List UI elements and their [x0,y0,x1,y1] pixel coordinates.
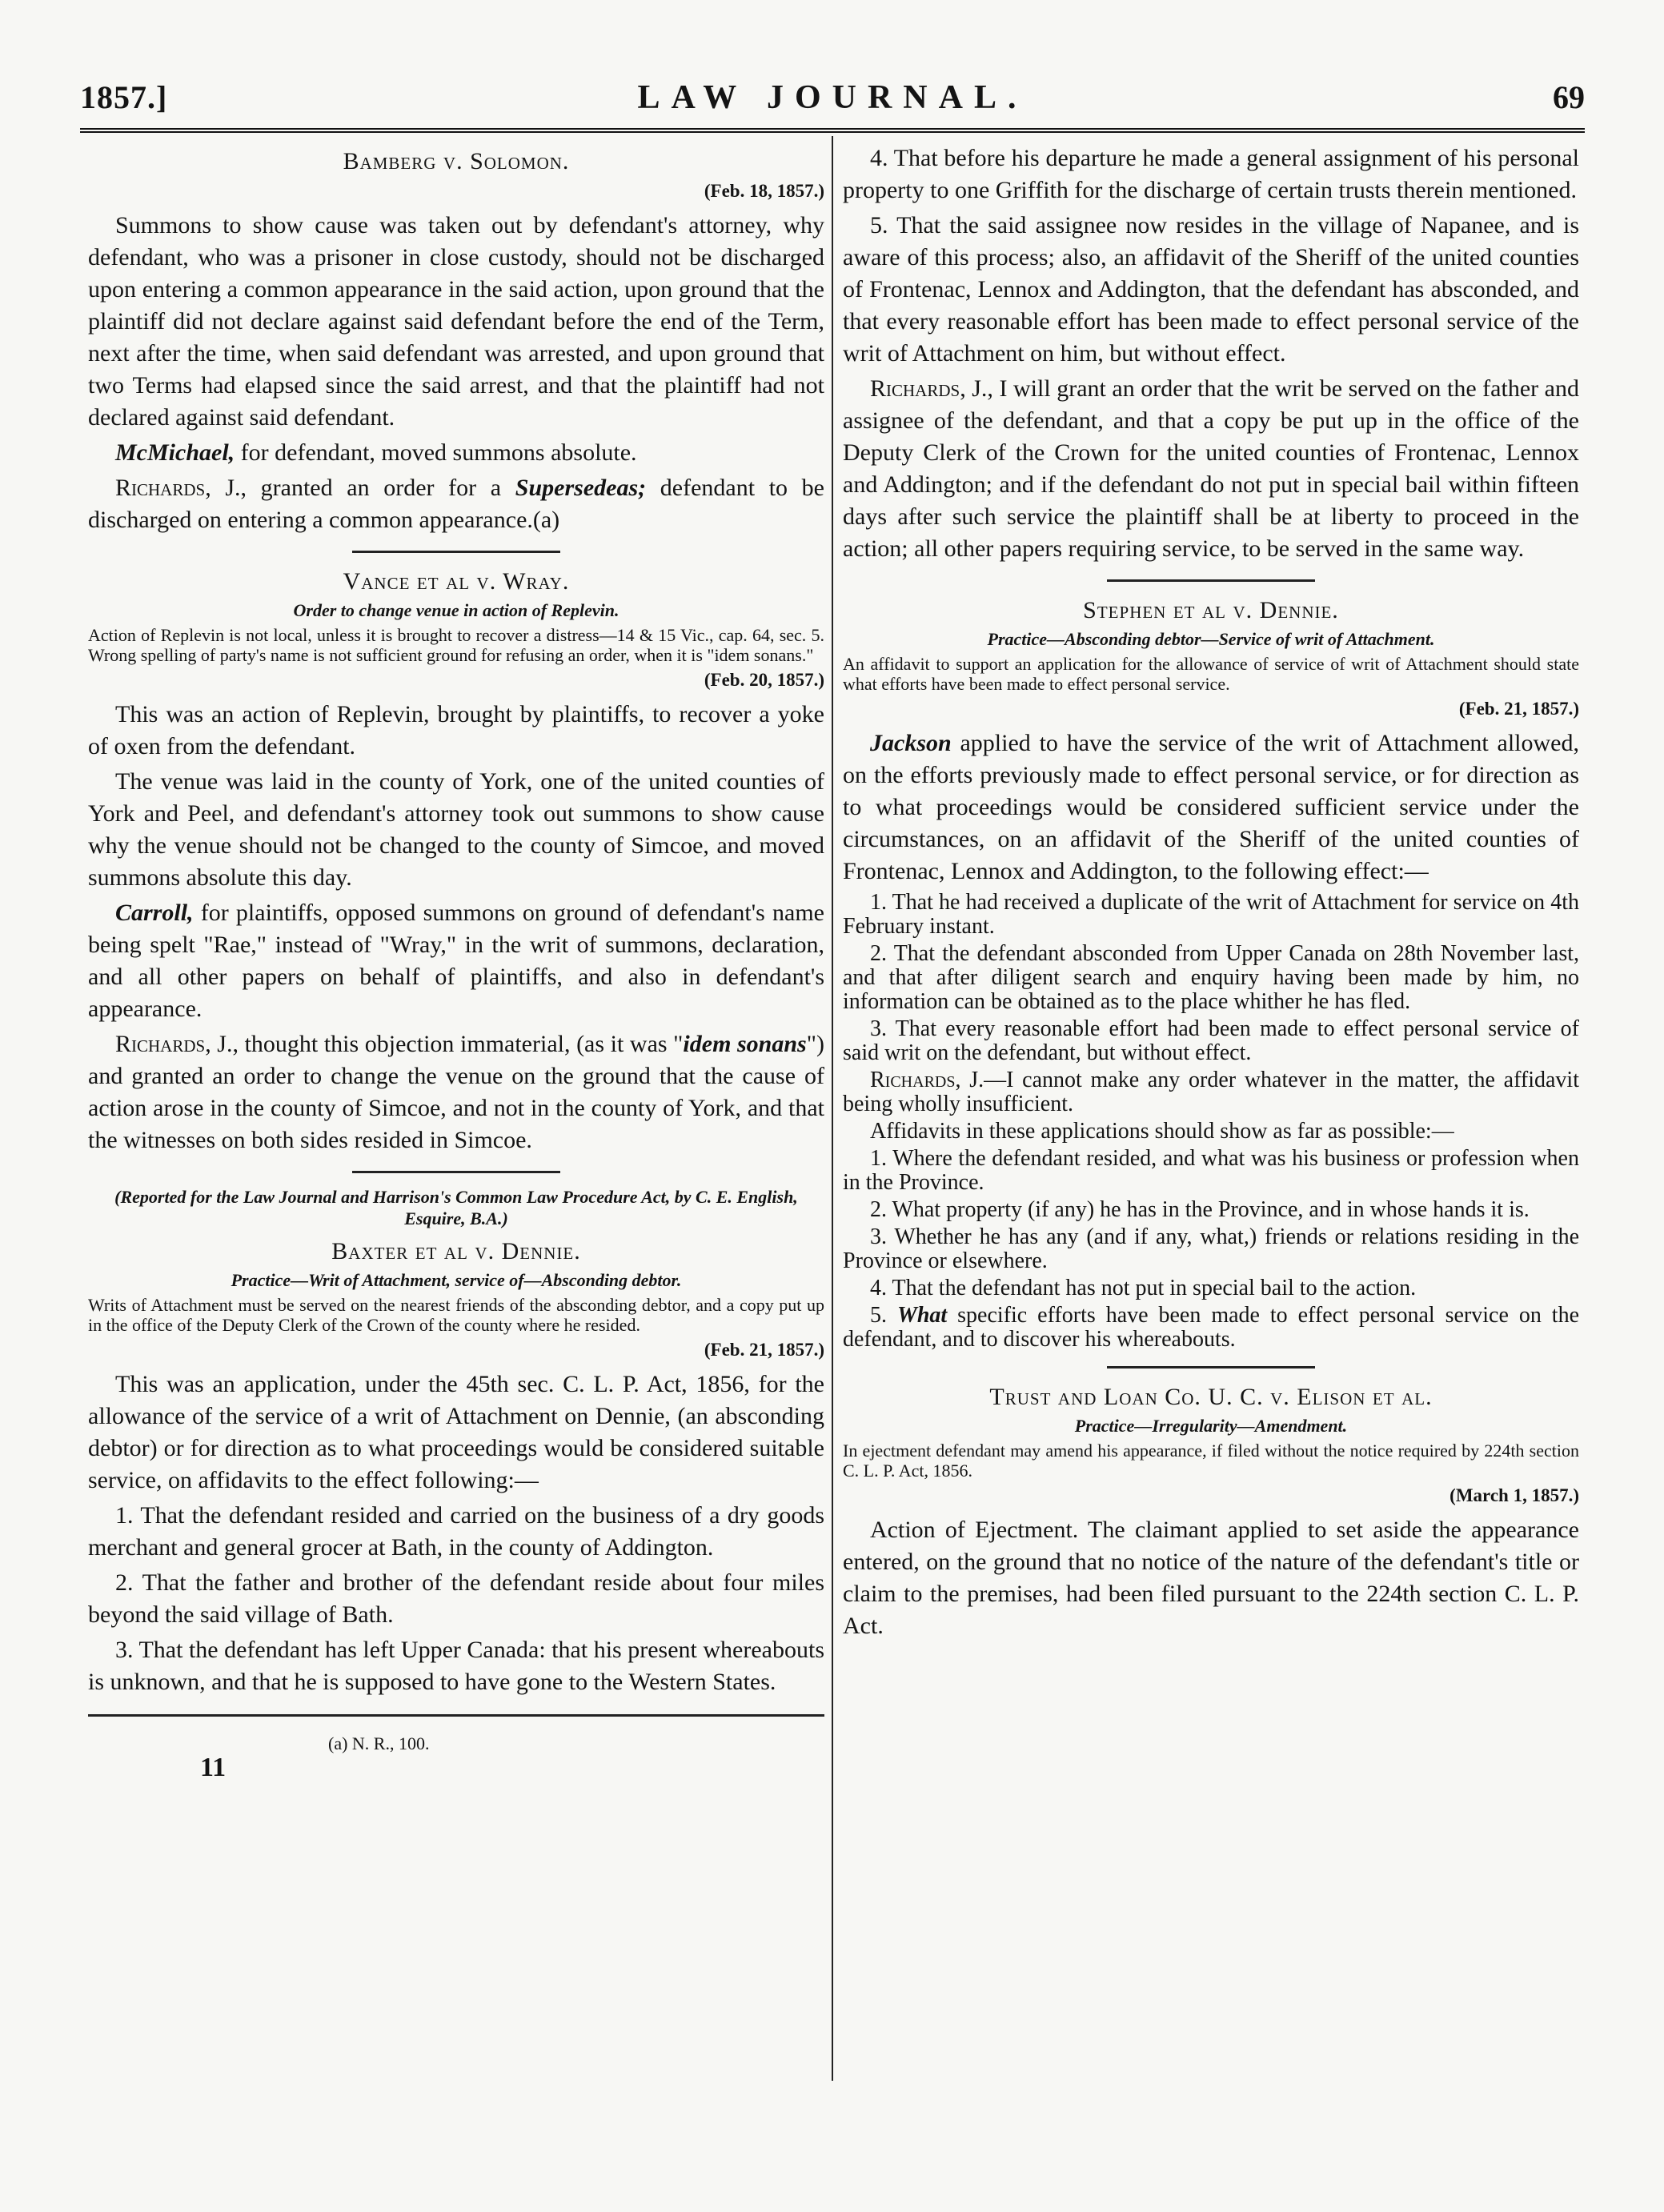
headnote: Action of Replevin is not local, unless it is brought to recover a distress—14 & 15 Vic., cap. 64, sec. 5. Wrong spelling of party's name is not sufficient ground for refusing an order, when it is "idem sonans." [88,625,824,665]
item-number: 5. [870,1303,897,1328]
italic-term: Supersedeas; [515,475,647,501]
case-date: (March 1, 1857.) [1449,1485,1579,1505]
judge-name: Richards, J., [115,475,247,501]
case-title-stephen: Stephen et al v. Dennie. [1083,597,1339,623]
paragraph: Summons to show cause was taken out by defendant's attorney, why defendant, who was a prisoner in close custody, should not be discharged upon entering a common appearance in the said action, upon ground that the plaintiff did not declare against said defendant before the end of the Term, next after the time, when said defendant was arrested, and upon ground that two Terms had elapsed since the said arrest, and that the plaintiff had not declared against said defendant. [88,212,824,431]
reporter-credit: (Reported for the Law Journal and Harrison's Common Law Procedure Act, by C. E. English, Esquire, B.A.) [114,1187,798,1228]
paragraph [843,1068,1579,1116]
page-number: 69 [1553,79,1585,115]
paragraph [843,727,1579,888]
case-date: (Feb. 21, 1857.) [704,1340,824,1360]
signature-mark: 11 [200,1753,227,1782]
text: applied to have the service of the writ of Attachment allowed, on the efforts previously made to effect personal service, or for direction as to what proceedings would be considered sufficient service under the circumstances, on an affidavit of the Sheriff of the united counties of Frontenac, Lennox and Addington, to the following effect:— [843,730,1579,884]
case-title-bamberg: Bamberg v. Solomon. [343,148,570,174]
case-title-vance: Vance et al v. Wray. [343,568,570,595]
numbered-item: 2. What property (if any) he has in the Province, and in whose hands it is. [870,1197,1530,1222]
paragraph: This was an application, under the 45th sec. C. L. P. Act, 1856, for the allowance of the service of a writ of Attachment on Dennie, (an absconding debtor) or for direction as to what proceedings would be considered suitable service, on affidavits to the effect following:— [88,1371,824,1493]
section-rule [352,1171,560,1173]
case-date: (Feb. 18, 1857.) [704,181,824,201]
headnote-title: Order to change venue in action of Replevin. [293,600,619,620]
paragraph: The venue was laid in the county of York, one of the united counties of York and Peel, and defendant's attorney took out summons to show cause why the venue should not be changed to the county of Simcoe, and moved summons absolute this day. [88,768,824,891]
numbered-item: 4. That the defendant has not put in special bail to the action. [870,1276,1417,1300]
left-column [88,142,824,1782]
numbered-item: 3. That the defendant has left Upper Canada: that his present whereabouts is unknown, and that he is supposed to have gone to the Western States. [88,1637,824,1695]
numbered-item: 5. That the said assignee now resides in the village of Napanee, and is aware of this process; also, an affidavit of the Sheriff of the united counties of Frontenac, Lennox and Addington, that the defendant has absconded, and that every reasonable effort has been made to effect personal service of the writ of Attachment on him, but without effect. [843,212,1579,367]
footnote [88,1723,824,1782]
numbered-item: 3. That every reasonable effort had been made to effect personal service of said writ on the defendant, but without effect. [843,1016,1579,1065]
case-title-trust-loan: Trust and Loan Co. U. C. v. Elison et al. [989,1384,1433,1410]
case-date: (Feb. 20, 1857.) [704,670,824,690]
header-double-rule [80,128,1585,135]
paragraph [88,897,824,1025]
italic-term: What [896,1303,948,1328]
text: thought this objection immaterial, (as it was " [238,1031,684,1057]
text: for plaintiffs, opposed summons on ground of defendant's name being spelt "Rae," instead of "Wray," in the writ of summons, declaration, and all other papers on behalf of plaintiffs, and also in defendant's appearance. [88,900,824,1022]
numbered-item: 2. That the defendant absconded from Upper Canada on 28th November last, and that after diligent search and enquiry having been made by him, no information can be obtained as to the place whither he has fled. [843,941,1579,1014]
footnote-text: (a) N. R., 100. [328,1733,430,1753]
text: I will grant an order that the writ be served on the father and assignee of the defendant, and that a copy be put up in the office of the Deputy Clerk of the Crown for the united counties of Frontenac, Lennox and Addington; and if the defendant do not put in special bail within fifteen days after such service the plaintiff shall be at liberty to proceed in the action; all other papers requiring service, to be served in the same way. [843,375,1579,562]
paragraph: Action of Ejectment. The claimant applied to set aside the appearance entered, on the ground that no notice of the nature of the defendant's title or claim to the premises, had been filed pursuant to the 224th section C. L. P. Act. [843,1517,1579,1639]
judge-name: Richards, J., [115,1031,239,1057]
paragraph [88,437,824,469]
numbered-item: 1. That he had received a duplicate of the writ of Attachment for service on 4th February instant. [843,890,1579,939]
headnote: Writs of Attachment must be served on the nearest friends of the absconding debtor, and a copy put up in the office of the Deputy Clerk of the Crown of the county where he resided. [88,1295,824,1335]
paragraph [843,373,1579,565]
numbered-item: 1. Where the defendant resided, and what was his business or profession when in the Province. [843,1146,1579,1195]
footnote-rule [88,1714,824,1717]
judge-name: Richards, J. [870,1068,984,1092]
numbered-item: 1. That the defendant resided and carried on the business of a dry goods merchant and general grocer at Bath, in the county of Addington. [88,1502,824,1561]
headnote-title: Practice—Irregularity—Amendment. [1074,1416,1348,1436]
text: granted an order for a [247,475,515,501]
numbered-item [843,1304,1579,1352]
section-rule [1107,1366,1315,1368]
text: ") and granted an order to change the venue on the ground that the cause of action arose in the county of Simcoe, and not in the county of York, and that the witnesses on both sides resided in Simcoe. [88,1031,824,1153]
paragraph: This was an action of Replevin, brought by plaintiffs, to recover a yoke of oxen from the defendant. [88,701,824,759]
text: for defendant, moved summons absolute. [235,439,637,466]
headnote: In ejectment defendant may amend his appearance, if filed without the notice required by 224th section C. L. P. Act, 1856. [843,1441,1579,1481]
paragraph: Affidavits in these applications should show as far as possible:— [870,1119,1454,1144]
case-date: (Feb. 21, 1857.) [1458,699,1579,719]
text: —I cannot make any order whatever in the matter, the affidavit being wholly insufficient. [843,1068,1579,1116]
text: specific efforts have been made to effect personal service on the defendant, and to discover his whereabouts. [843,1303,1579,1352]
counsel-name: Carroll, [115,900,194,926]
counsel-name: McMichael, [115,439,235,466]
section-rule [352,551,560,553]
headnote-title: Practice—Writ of Attachment, service of—Absconding debtor. [231,1270,682,1290]
section-rule [1107,579,1315,582]
numbered-item: 2. That the father and brother of the defendant reside about four miles beyond the said village of Bath. [88,1569,824,1628]
header-date: 1857.] [80,79,168,115]
paragraph [88,1028,824,1156]
journal-title: LAW JOURNAL. [637,79,1028,116]
numbered-item: 3. Whether he has any (and if any, what,) friends or relations residing in the Province or elsewhere. [843,1224,1579,1273]
text: defendant to be discharged on entering a common appearance.(a) [88,475,824,533]
running-head [80,78,1585,126]
case-title-baxter: Baxter et al v. Dennie. [331,1238,581,1264]
headnote: An affidavit to support an application for the allowance of service of writ of Attachment should state what efforts have been made to effect personal service. [843,654,1579,694]
headnote-title: Practice—Absconding debtor—Service of writ of Attachment. [987,629,1435,649]
numbered-item: 4. That before his departure he made a general assignment of his personal property to one Griffith for the discharge of certain trusts therein mentioned. [843,145,1579,203]
judge-name: Richards, J., [870,375,993,402]
counsel-name: Jackson [870,730,952,756]
paragraph [88,472,824,536]
right-column [843,142,1579,1645]
italic-term: idem sonans [683,1031,807,1057]
column-divider [832,136,833,2081]
